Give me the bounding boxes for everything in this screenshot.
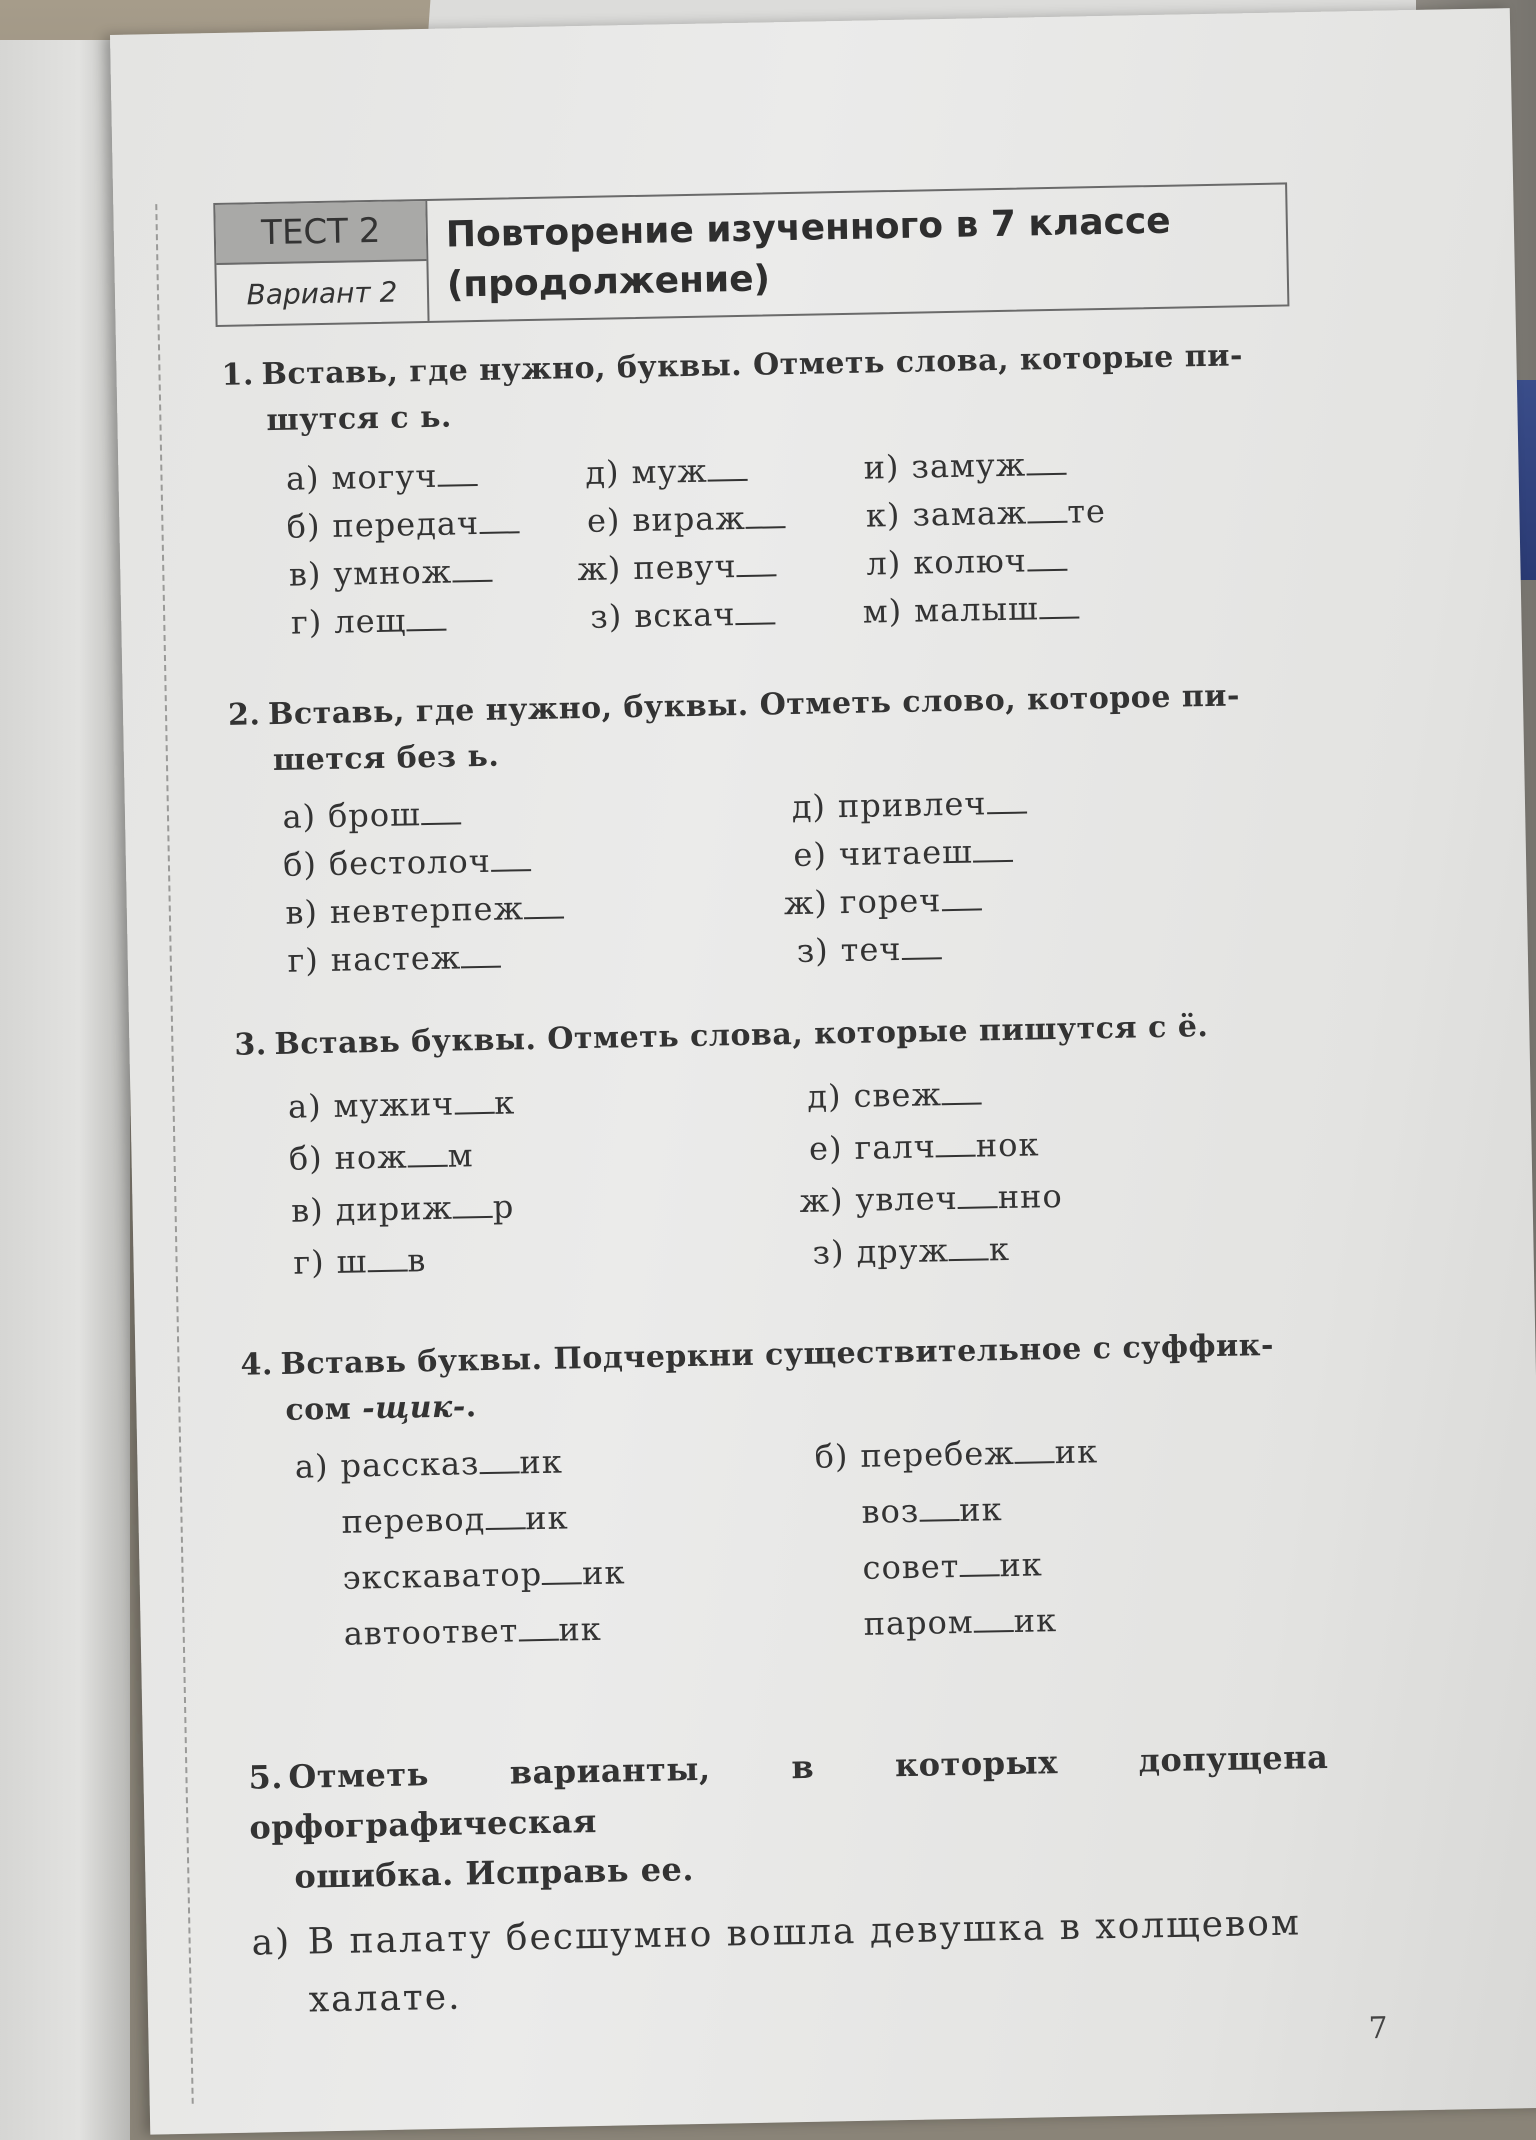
blank-field[interactable] (367, 1250, 407, 1273)
exercise-item (785, 1074, 982, 1116)
word-start: ш (336, 1242, 368, 1281)
exercise-item (788, 1230, 1010, 1272)
task-1 (221, 332, 1306, 645)
blank-field[interactable] (735, 602, 775, 625)
item-label: е) (586, 501, 621, 540)
word-end: ик (999, 1545, 1044, 1585)
exercise-item (770, 784, 1027, 827)
instruction-line-2: шется без ь. (272, 738, 500, 779)
word-start: вскач (633, 595, 736, 636)
word-end: ик (1013, 1601, 1058, 1640)
item-label: ж) (799, 1181, 844, 1220)
word-end: ик (958, 1490, 1003, 1529)
item-label: к) (865, 495, 901, 535)
blank-field[interactable] (479, 511, 519, 534)
task-2-items (229, 764, 1313, 985)
word-start: замаж (911, 493, 1028, 534)
blank-field[interactable] (524, 896, 564, 919)
item-label: а) (285, 459, 320, 498)
exercise-item (787, 1177, 1063, 1220)
item-label: ж) (577, 549, 622, 589)
item-label: д) (584, 453, 620, 492)
item-label: ж) (783, 883, 829, 923)
item-label: в) (288, 555, 322, 594)
blank-field[interactable] (1015, 1441, 1055, 1464)
item-label: г) (287, 941, 320, 980)
exercise-item (772, 929, 941, 970)
item-label: г) (292, 1243, 325, 1282)
word-start: совет (862, 1546, 960, 1587)
word-start: увлеч (855, 1178, 959, 1219)
item-label: а) (294, 1447, 329, 1486)
blank-field[interactable] (1027, 549, 1067, 572)
header-left (215, 201, 429, 325)
word-end: к (988, 1229, 1011, 1269)
instruction-line-1: Вставь буквы. Отметь слова, которые пишутся с ё. (274, 1009, 1209, 1063)
task-number: 3. (234, 1027, 268, 1063)
word-start: малыш (913, 589, 1040, 630)
instruction-line-2: сом -щик-. (285, 1389, 478, 1428)
exercise-item (260, 794, 461, 836)
instruction-line-1: Вставь буквы. Подчеркни существительное с суффик- (280, 1327, 1275, 1382)
exercise-item (263, 456, 478, 498)
item-label (275, 1589, 331, 1590)
instruction-line-1: Вставь, где нужно, буквы. Отметь слово, которое пи- (267, 678, 1241, 733)
exercise-item (273, 1498, 569, 1542)
exercise-item (264, 503, 519, 546)
task-4 (240, 1322, 1326, 1675)
exercise-item (565, 546, 777, 588)
title-line-1: Повторение изученного в 7 классе (445, 200, 1172, 256)
word-start: замуж (911, 445, 1027, 486)
word-start: певуч (632, 547, 737, 588)
word-end: р (492, 1187, 515, 1226)
exercise-item (845, 541, 1067, 583)
word-start: могуч (331, 456, 438, 497)
blank-field[interactable] (407, 1145, 447, 1168)
word-start: автоответ (343, 1611, 519, 1653)
word-start: гореч (839, 881, 942, 922)
workbook-page (110, 8, 1536, 2134)
word-start: бестолоч (328, 841, 492, 883)
word-start: невтерпеж (329, 889, 525, 931)
word-start: брош (327, 795, 422, 835)
word-end: в (406, 1241, 427, 1280)
variant-label: Вариант 2 (246, 275, 398, 311)
word-start: перебеж (860, 1433, 1016, 1475)
instruction-line-1: Отметь варианты, в которых допущена орфографическая (249, 1737, 1329, 1847)
exercise-item (563, 451, 748, 493)
blank-field[interactable] (437, 464, 477, 487)
cut-line (155, 204, 193, 2104)
word-end: к (493, 1083, 516, 1122)
exercise-item (844, 492, 1106, 535)
word-start: дириж (335, 1188, 454, 1229)
blank-field[interactable] (746, 506, 786, 529)
word-start: галч (854, 1127, 937, 1167)
item-label: а) (282, 797, 317, 836)
blank-field[interactable] (461, 946, 501, 969)
item-label: г) (290, 603, 323, 642)
instruction-line-2: ошибка. Исправь ее. (294, 1850, 695, 1896)
task-5 (248, 1732, 1333, 2031)
item-label: б) (814, 1437, 849, 1476)
blank-field[interactable] (421, 802, 461, 825)
item-label: л) (866, 543, 902, 583)
word-start: привлеч (837, 784, 987, 826)
blank-field[interactable] (941, 888, 981, 911)
title-line-2: (продолжение) (446, 258, 771, 306)
exercise-item (771, 880, 981, 922)
word-start: муж (631, 451, 708, 492)
word-end: ик (558, 1609, 603, 1649)
exercise-item (262, 888, 565, 932)
item-label: е) (793, 835, 828, 875)
test-label: ТЕСТ 2 (215, 201, 426, 265)
word-start: вираж (632, 498, 747, 540)
item-label: б) (282, 845, 318, 884)
exercise-item (846, 589, 1079, 631)
sentence-line-1: В палату бесшумно вошла девушка в холщевом (307, 1902, 1302, 1963)
word-start: экскаватор (342, 1554, 543, 1597)
blank-field[interactable] (736, 554, 776, 577)
blank-field[interactable] (454, 1092, 494, 1115)
instruction-line-1: Вставь, где нужно, буквы. Отметь слова, которые пи- (261, 338, 1244, 393)
word-end: нок (975, 1125, 1040, 1165)
task-number: 2. (227, 697, 261, 733)
item-label (276, 1645, 332, 1646)
word-end: ик (519, 1442, 564, 1482)
blank-field[interactable] (919, 1499, 959, 1522)
task-3-items (235, 1048, 1319, 1282)
exercise-item (265, 1083, 515, 1126)
item-label (796, 1635, 852, 1636)
blank-field[interactable] (542, 1562, 582, 1585)
exercise-item (265, 552, 492, 594)
sentence-line-2: халате. (308, 1976, 462, 2021)
test-title (427, 184, 1287, 320)
blank-field[interactable] (479, 1451, 519, 1474)
word-start: колюч (912, 541, 1028, 582)
exercise-item (272, 1443, 563, 1487)
exercise-item (275, 1610, 602, 1654)
task-number: 5. (248, 1758, 284, 1797)
blank-field[interactable] (453, 1196, 493, 1219)
suffix-term: -щик- (361, 1389, 467, 1427)
word-start: воз (861, 1491, 920, 1531)
blank-field[interactable] (973, 1610, 1013, 1633)
word-start: свеж (853, 1075, 943, 1115)
exercise-item (266, 1136, 474, 1178)
task-number: 1. (221, 357, 255, 393)
exercise-item (566, 594, 776, 636)
task-number: 4. (240, 1347, 274, 1383)
blank-field[interactable] (958, 1186, 998, 1209)
exercise-item (274, 1553, 625, 1598)
item-label: з) (589, 597, 623, 636)
word-start: теч (840, 929, 902, 970)
word-start: рассказ (340, 1444, 480, 1485)
exercise-item (268, 1241, 426, 1282)
test-header (213, 182, 1289, 327)
item-label: и) (863, 447, 900, 487)
left-page-edge (0, 40, 130, 2140)
item-label: б) (288, 1139, 323, 1178)
item-label: в) (290, 1191, 324, 1230)
exercise-item (794, 1545, 1043, 1588)
blank-field[interactable] (452, 560, 492, 583)
blank-field[interactable] (1026, 453, 1066, 476)
exercise-item (262, 938, 501, 981)
word-start: передач (332, 504, 480, 545)
exercise-item (267, 1187, 514, 1230)
exercise-item (792, 1432, 1098, 1476)
item-label: з) (812, 1233, 845, 1272)
task-1-items (223, 424, 1307, 645)
exercise-item (786, 1125, 1040, 1168)
task-4-items (242, 1414, 1326, 1675)
item-label: з) (796, 931, 830, 970)
task-3 (234, 1002, 1319, 1282)
exercise-item (771, 832, 1014, 875)
word-start: паром (863, 1602, 975, 1643)
word-start: перевод (341, 1500, 486, 1541)
option-label: а) (251, 1921, 292, 1964)
word-start: умнож (333, 552, 453, 593)
exercise-item (795, 1601, 1057, 1644)
item-label: д) (791, 787, 827, 827)
blank-field[interactable] (942, 1082, 982, 1105)
word-start: друж (856, 1231, 950, 1271)
item-label: м) (862, 591, 903, 631)
exercise-item (266, 601, 447, 642)
instruction-line-2: шутся с ь. (266, 399, 453, 439)
item-label: д) (806, 1077, 842, 1116)
blank-field[interactable] (707, 459, 747, 482)
word-end: м (447, 1136, 474, 1175)
item-label (795, 1579, 851, 1580)
item-label: а) (287, 1087, 322, 1126)
word-start: лещ (333, 601, 407, 641)
exercise-item (843, 445, 1066, 487)
blank-field[interactable] (973, 840, 1013, 863)
blank-field[interactable] (1038, 597, 1078, 620)
word-end: ик (524, 1498, 569, 1538)
item-label (274, 1533, 330, 1534)
page-number: 7 (1368, 2010, 1388, 2047)
blank-field[interactable] (959, 1554, 999, 1577)
word-end: ик (581, 1553, 626, 1593)
word-start: читаеш (838, 832, 974, 874)
blank-field[interactable] (491, 849, 531, 872)
word-start: нож (334, 1137, 408, 1177)
blank-field[interactable] (986, 792, 1026, 815)
blank-field[interactable] (518, 1619, 558, 1642)
task-2 (228, 672, 1313, 985)
word-end: те (1066, 491, 1107, 531)
item-label: б) (286, 507, 321, 546)
item-label: е) (808, 1129, 843, 1168)
item-label: в) (285, 893, 319, 932)
word-end: нно (997, 1176, 1064, 1217)
exercise-item (793, 1490, 1003, 1532)
word-start: мужич (333, 1084, 455, 1125)
blank-field[interactable] (949, 1238, 989, 1261)
blank-field[interactable] (485, 1507, 525, 1530)
item-label (794, 1523, 850, 1524)
exercise-item (261, 841, 532, 884)
word-end: ик (1054, 1432, 1099, 1472)
blank-field[interactable] (1027, 501, 1067, 524)
blank-field[interactable] (406, 609, 446, 632)
blank-field[interactable] (901, 937, 941, 960)
blank-field[interactable] (936, 1135, 976, 1158)
word-start: настеж (330, 938, 462, 979)
exercise-item (564, 498, 786, 540)
